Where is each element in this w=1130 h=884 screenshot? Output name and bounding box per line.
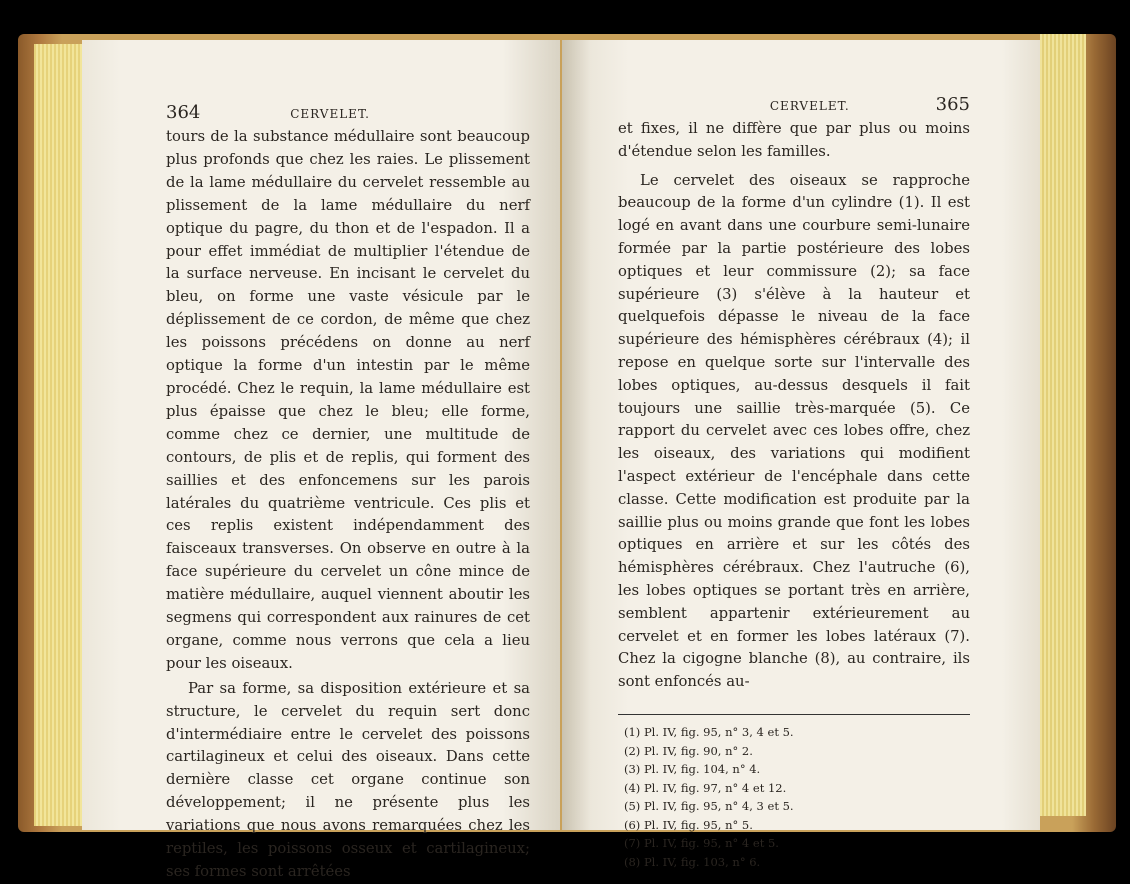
left-page: [82, 40, 560, 880]
footnote-1: (1) Pl. IV, fig. 95, n° 3, 4 et 5.: [624, 724, 794, 739]
footnotes: [618, 723, 970, 872]
right-body-text: [618, 118, 970, 694]
footnote-rule: [618, 714, 970, 715]
footnote-3: (3) Pl. IV, fig. 104, n° 4.: [624, 762, 761, 777]
right-paragraph-1: et fixes, il ne diffère que par plus ou moins d'étendue selon les familles.: [618, 120, 970, 160]
left-running-head: [166, 102, 530, 126]
left-body-text: [166, 126, 530, 884]
right-page-edges: [1040, 34, 1086, 816]
footnote-5: (5) Pl. IV, fig. 95, n° 4, 3 et 5.: [624, 799, 794, 814]
left-page-number: 364: [166, 102, 201, 123]
left-header-title: CERVELET.: [290, 107, 370, 121]
left-paragraph-1: tours de la substance médullaire sont beaucoup plus profonds que chez les raies. Le plissement de la lame médullaire du cervelet ressemble au plissement de la lame médullaire du nerf optique du pagre, du thon et de l'espadon. Il a pour effet immédiat de multiplier l'étendue de la surface nerveuse. En incisant le cervelet du bleu, on forme une vaste vésicule par le déplissement de ce cordon, de même que chez les poissons précédens on donne au nerf optique la forme d'un intestin par le même procédé. Chez le requin, la lame médullaire est plus épaisse que chez le bleu; elle forme, comme chez ce dernier, une multitude de contours, de plis et de replis, qui forment des saillies et des enfoncemens sur les parois latérales du quatrième ventricule. Ces plis et ces replis existent indépendamment des faisceaux transverses. On observe en outre à la face supérieure du cervelet un cône mince de matière médullaire, auquel viennent aboutir les segmens qui correspondent aux rainures de cet organe, comme nous verrons que cela a lieu pour les oiseaux.: [166, 128, 530, 672]
right-header-title: CERVELET.: [769, 99, 850, 113]
left-paragraph-2: Par sa forme, sa disposition extérieure et sa structure, le cervelet du requin sert donc d'intermédiaire entre le cervelet des poissons cartilagineux et celui des oiseaux. Dans cette dernière classe cet organe continue son développement; il ne présente plus les variations que nous avons remarquées chez les reptiles, les poissons osseux et cartilagineux; ses formes sont arrêtées: [166, 679, 530, 880]
left-page-edges: [34, 44, 82, 826]
footnote-8: (8) Pl. IV, fig. 103, n° 6.: [624, 855, 761, 870]
footnote-4: (4) Pl. IV, fig. 97, n° 4 et 12.: [624, 780, 787, 795]
right-running-head: [618, 94, 970, 118]
footnote-7: (7) Pl. IV, fig. 95, n° 4 et 5.: [624, 836, 779, 851]
right-page-number: 365: [935, 94, 970, 115]
footnote-6: (6) Pl. IV, fig. 95, n° 5.: [624, 817, 753, 832]
right-paragraph-2: Le cervelet des oiseaux se rapproche beaucoup de la forme d'un cylindre (1). Il est logé en avant dans une courbure semi-lunaire formée par la partie postérieure des lobes optiques et leur commissure (2); sa face supérieure (3) s'élève à la hauteur et quelquefois dépasse le niveau de la face supérieure des hémisphères cérébraux (4); il repose en quelque sorte sur l'intervalle des lobes optiques, au-dessus desquels il fait toujours une saillie très-marquée (5). Ce rapport du cervelet avec ces lobes offre, chez les oiseaux, des variations qui modifient l'aspect extérieur de l'encéphale dans cette classe. Cette modification est produite par la saillie plus ou moins grande que font les lobes optiques en arrière et sur les côtés des hémisphères cérébraux. Chez l'autruche (6), les lobes optiques se portant très en arrière, semblent appartenir extérieurement au cervelet et en former les lobes latéraux (7). Chez la cigogne blanche (8), au contraire, ils sont enfoncés au-: [618, 171, 970, 691]
right-page: [562, 40, 1040, 870]
footnote-2: (2) Pl. IV, fig. 90, n° 2.: [624, 743, 753, 758]
